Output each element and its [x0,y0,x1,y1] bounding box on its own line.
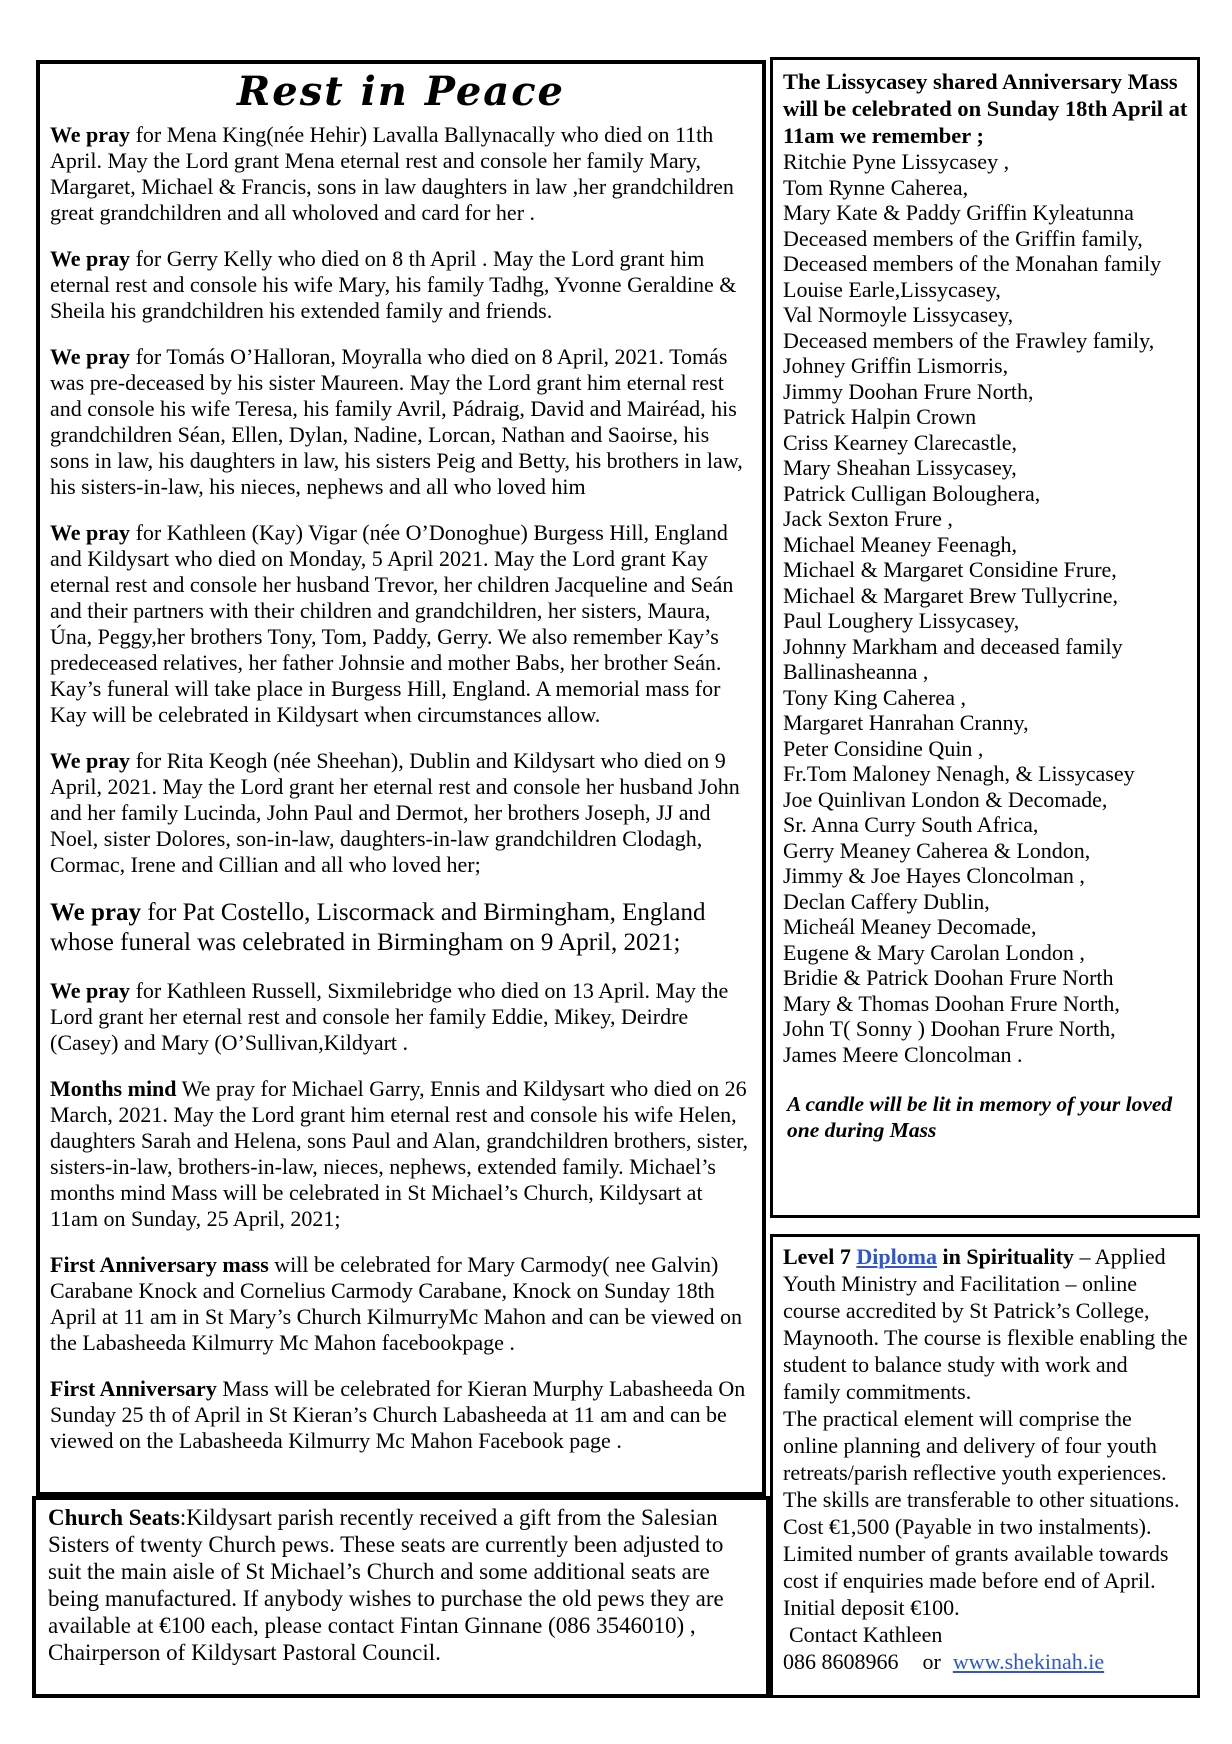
memorial-name: Deceased members of the Frawley family, [783,327,1155,353]
memorial-name: Michael Meaney Feenagh, [783,531,1017,557]
paragraph-text: :Kildysart parish recently received a gift from the Salesian Sisters of twenty Church pews. These seats are currently been adjusted to suit the main aisle of St Michael’s Church and some additional seats are being manufactured. If anybody wishes to purchase the old pews they are available at €100 each, please contact Fintan Ginnane (086 3546010) , Chairperson of Kildysart Pastoral Council. [48,1505,724,1665]
memorial-name: Deceased members of the Monahan family [783,251,1162,276]
months-mind-paragraph [50,1076,752,1232]
memorial-name: Sr. Anna Curry South Africa, [783,812,1039,837]
diploma-course-box [770,1234,1200,1698]
memorial-name: Fr.Tom Maloney Nenagh, & Lissycasey [783,761,1135,786]
paragraph-lead: We pray [50,344,131,369]
paragraph-text: will be celebrated for Mary Carmody( nee Galvin) Carabane Knock and Cornelius Carmody Carabane, Knock on Sunday 18th April at 11 am in St Mary’s Church KilmurryMc Mahon and can be viewed on the Labasheeda Kilmurry Mc Mahon facebookpage . [50,1252,743,1355]
memorial-name: Micheál Meaney Decomade, [783,914,1037,939]
anniversary-mass-header: The Lissycasey shared Anniversary Mass will be celebrated on Sunday 18th April at 11am we remember ; [783,69,1188,148]
memorial-name: Mary & Thomas Doohan Frure North, [783,990,1120,1016]
paragraph-text: for Gerry Kelly who died on 8 th April . May the Lord grant him eternal rest and console his wife Mary, his family Tadhg, Yvonne Geraldine & Sheila his grandchildren his extended family and friends. [50,246,737,323]
memorial-name: Tom Rynne Caherea, [783,174,969,200]
memorial-name: Gerry Meaney Caherea & London, [783,837,1091,863]
paragraph-lead: We pray [50,122,131,147]
memorial-name: Patrick Halpin Crown [783,404,977,429]
course-title-dash: – [1073,1244,1095,1269]
paragraph-lead: We pray [50,246,131,271]
memorial-name: Margaret Hanrahan Cranny, [783,710,1029,735]
memorial-name: Ballinasheanna , [783,659,929,684]
memorial-name: James Meere Cloncolman . [783,1041,1023,1067]
phone-number: 086 8608966 [783,1649,899,1674]
memorial-name: Mary Sheahan Lissycasey, [783,455,1017,480]
memorial-name: Michael & Margaret Considine Frure, [783,557,1117,582]
paragraph-text: for Mena King(née Hehir) Lavalla Ballynacally who died on 11th April. May the Lord grant Mena eternal rest and console her family Mary, Margaret, Michael & Francis, sons in law daughters in law ,her grandchildren great grandchildren and all wholoved and card for her . [50,122,734,225]
paragraph-lead: We pray [50,748,131,773]
or-separator: or [922,1649,941,1674]
memorial-name: Val Normoyle Lissycasey, [783,302,1014,327]
memorial-name: Bridie & Patrick Doohan Frure North [783,965,1114,990]
website-link[interactable]: www.shekinah.ie [952,1649,1105,1674]
memorial-name: John T( Sonny ) Doohan Frure North, [783,1016,1116,1041]
memorial-name: Jimmy & Joe Hayes Cloncolman , [783,863,1085,888]
memorial-name: Peter Considine Quin , [783,735,984,761]
prayer-paragraph-kathleen-vigar [50,520,752,728]
paragraph-text: for Tomás O’Halloran, Moyralla who died on 8 April, 2021. Tomás was pre-deceased by his sister Maureen. May the Lord grant him eternal rest and console his wife Teresa, his family Avril, Pádraig, David and Mairéad, his grandchildren Séan, Ellen, Dylan, Nadine, Lorcan, Nathan and Saoirse, his sons in law, his daughters in law, his sisters Peig and Betty, his brothers in law, his sisters-in-law, his nieces, nephews and all who loved him [50,344,743,499]
memorial-name: Louise Earle,Lissycasey, [783,276,1001,302]
memorial-name: Declan Caffery Dublin, [783,888,990,914]
paragraph-lead: We pray [50,520,131,545]
memorial-name: Jack Sexton Frure , [783,506,953,531]
paragraph-text: for Rita Keogh (née Sheehan), Dublin and Kildysart who died on 9 April, 2021. May the Lord grant her eternal rest and console her husband John and her family Lucinda, John Paul and Dermot, her brothers Joseph, JJ and Noel, sister Dolores, son-in-law, daughters-in-law grandchildren Clodagh, Cormac, Irene and Cillian and all who loved her; [50,748,740,877]
prayer-paragraph-rita-keogh [50,748,752,878]
paragraph-text: Mass will be celebrated for Kieran Murphy Labasheeda On Sunday 25 th of April in St Kieran’s Church Labasheeda at 11 am and can be viewed on the Labasheeda Kilmurry Mc Mahon Facebook page . [50,1376,746,1453]
course-body-text: Applied Youth Ministry and Facilitation – online course accredited by St Patrick’s College, Maynooth. The course is flexible enabling the student to balance study with work and family commitments. [783,1244,1188,1404]
paragraph-lead: We pray [50,978,131,1003]
memorial-name: Eugene & Mary Carolan London , [783,939,1085,965]
memorial-name: Ritchie Pyne Lissycasey , [783,149,1010,174]
memorial-name: Patrick Culligan Boloughera, [783,480,1041,506]
paragraph-lead: First Anniversary [50,1376,217,1401]
memorial-name-list [783,149,1189,1067]
memorial-name: Johnny Markham and deceased family [783,633,1123,659]
memorial-name: Joe Quinlivan London & Decomade, [783,786,1108,812]
memorial-name: Jimmy Doohan Frure North, [783,378,1034,404]
paragraph-text: for Pat Costello, Liscormack and Birmingham, England whose funeral was celebrated in Birmingham on 9 April, 2021; [50,899,706,956]
memorial-name: Paul Loughery Lissycasey, [783,608,1020,633]
prayer-paragraph-kathleen-russell [50,978,752,1056]
memorial-name: Criss Kearney Clarecastle, [783,429,1017,455]
paragraph-text: for Kathleen (Kay) Vigar (née O’Donoghue) Burgess Hill, England and Kildysart who died on Monday, 5 April 2021. May the Lord grant Kay eternal rest and console her husband Trevor, her children Jacqueline and Seán and their partners with their children and grandchildren, her sisters, Maura, Úna, Peggy,her brothers Tony, Tom, Paddy, Gerry. We also remember Kay’s predeceased relatives, her father Johnsie and mother Babs, her brother Seán. Kay’s funeral will take place in Burgess Hill, England. A memorial mass for Kay will be celebrated in Kildysart when circumstances allow. [50,520,734,727]
prayer-paragraph-gerry-kelly [50,246,752,324]
diploma-link[interactable]: Diploma [856,1244,938,1269]
rest-in-peace-title: Rest in Peace [237,68,565,115]
paragraph-text: We pray for Michael Garry, Ennis and Kildysart who died on 26 March, 2021. May the Lord grant him eternal rest and console his wife Helen, daughters Sarah and Helena, sons Paul and Alan, grandchildren brothers, sister, sisters-in-law, brothers-in-law, nieces, nephews, extended family. Michael’s months mind Mass will be celebrated in St Michael’s Church, Kildysart at 11am on Sunday, 25 April, 2021; [50,1076,749,1231]
candle-note: A candle will be lit in memory of your loved one during Mass [787,1092,1173,1142]
first-anniversary-carmody-paragraph [50,1252,752,1356]
contact-details-line [783,1648,1189,1675]
memorial-name: Deceased members of the Griffin family, [783,225,1143,251]
contact-name-line: Contact Kathleen [789,1622,943,1647]
rest-in-peace-box [36,60,766,1496]
memorial-name: Michael & Margaret Brew Tullycrine, [783,582,1119,608]
paragraph-lead: Months mind [50,1076,177,1101]
memorial-name: Mary Kate & Paddy Griffin Kyleatunna [783,200,1134,225]
course-title-rest: in Spirituality [937,1244,1074,1269]
paragraph-lead: First Anniversary mass [50,1252,269,1277]
paragraph-text: for Kathleen Russell, Sixmilebridge who died on 13 April. May the Lord grant her eternal rest and console her family Eddie, Mikey, Deirdre (Casey) and Mary (O’Sullivan,Kildyart . [50,978,729,1055]
church-seats-box [32,1496,770,1698]
paragraph-lead: Church Seats [48,1505,180,1530]
course-practical-text: The practical element will comprise the online planning and delivery of four youth retreats/parish reflective youth experiences. The skills are transferable to other situations. Cost €1,500 (Payable in two instalments). Limited number of grants available towards cost if enquiries made before end of April. Initial deposit €100. [783,1406,1180,1620]
memorial-name: Johney Griffin Lismorris, [783,353,1009,378]
church-seats-paragraph [48,1504,756,1666]
course-description [783,1243,1189,1405]
first-anniversary-murphy-paragraph [50,1376,752,1454]
prayer-paragraph-pat-costello [50,898,752,958]
course-title-lead: Level 7 [783,1244,857,1269]
paragraph-lead: We pray [50,899,141,926]
memorial-name: Tony King Caherea , [783,684,966,710]
anniversary-mass-box [770,57,1200,1218]
prayer-paragraph-tomas-ohalloran [50,344,752,500]
prayer-paragraph-mena-king [50,122,752,226]
